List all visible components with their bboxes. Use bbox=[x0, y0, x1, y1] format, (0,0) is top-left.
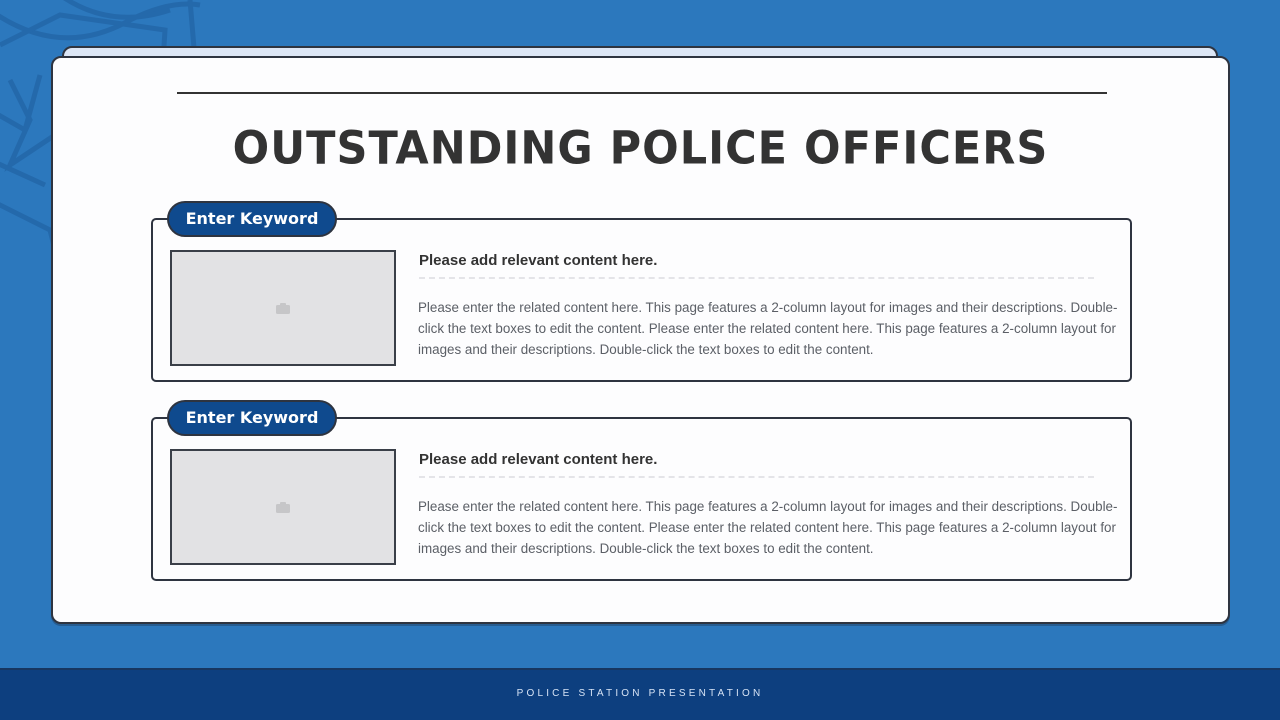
slide-card bbox=[51, 56, 1230, 624]
camera-icon bbox=[276, 502, 290, 513]
keyword-tag[interactable]: Enter Keyword bbox=[167, 400, 337, 436]
officer-section-1 bbox=[151, 209, 1132, 382]
footer-bar bbox=[0, 668, 1280, 720]
section-description[interactable]: Please enter the related content here. This page features a 2-column layout for images and their descriptions. Double-click the text boxes to edit the content. Please enter the related content here. This page features a 2-column layout for images and their descriptions. Double-click the text boxes to edit the content. bbox=[418, 499, 1118, 556]
footer-text: POLICE STATION PRESENTATION bbox=[516, 688, 764, 699]
image-placeholder[interactable] bbox=[170, 449, 396, 565]
section-heading[interactable]: Please add relevant content here. bbox=[419, 252, 658, 269]
section-heading[interactable]: Please add relevant content here. bbox=[419, 451, 658, 468]
officer-section-2 bbox=[151, 408, 1132, 581]
keyword-tag[interactable]: Enter Keyword bbox=[167, 201, 337, 237]
page-title: OUTSTANDING POLICE OFFICERS bbox=[232, 122, 1049, 176]
title-divider bbox=[177, 92, 1107, 94]
dashed-divider bbox=[419, 277, 1094, 279]
camera-icon bbox=[276, 303, 290, 314]
dashed-divider bbox=[419, 476, 1094, 478]
section-description[interactable]: Please enter the related content here. This page features a 2-column layout for images and their descriptions. Double-click the text boxes to edit the content. Please enter the related content here. This page features a 2-column layout for images and their descriptions. Double-click the text boxes to edit the content. bbox=[418, 300, 1118, 357]
image-placeholder[interactable] bbox=[170, 250, 396, 366]
